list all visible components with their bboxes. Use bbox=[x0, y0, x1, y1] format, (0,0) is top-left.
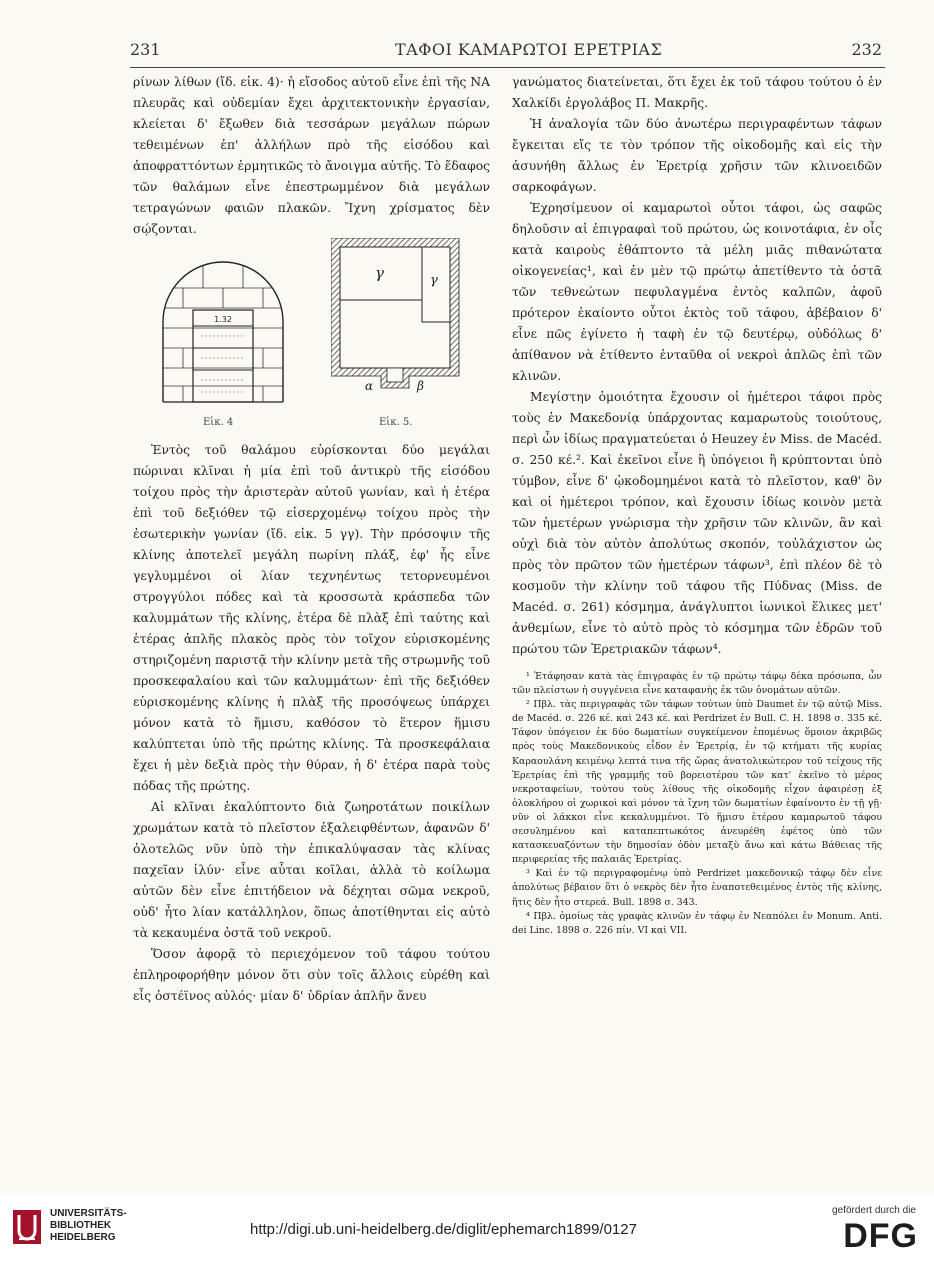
figure-5-label-couch-1: γ bbox=[375, 264, 384, 282]
figure-5-label-a: α bbox=[365, 379, 374, 393]
right-paragraph-1: γανώματος διατείνεται, ὅτι ἔχει ἐκ τοῦ τάφου τούτου ὁ ἐν Χαλκίδι ἐργολάβος Π. Μακρῆς. bbox=[512, 75, 882, 110]
page-number-left: 231 bbox=[130, 40, 161, 59]
figure-4-tomb-elevation bbox=[143, 252, 303, 407]
figure-4-caption: Εἰκ. 4 bbox=[203, 417, 234, 428]
figure-4-dimension-label: 1.32 bbox=[214, 315, 232, 324]
running-title: ΤΑΦΟΙ ΚΑΜΑΡΩΤΟΙ ΕΡΕΤΡΙΑΣ bbox=[395, 40, 663, 59]
left-paragraph-2: Ἐντὸς τοῦ θαλάμου εὑρίσκονται δύο μεγάλαι πώριναι κλῖναι ἡ μία ἐπὶ τοῦ ἀντικρὺ τῆς εἰσόδου τοίχου πρὸς τὴν ἀριστερὰν αὐτοῦ γωνίαν, καὶ ἡ ἑτέρα ἐπὶ τοῦ δεξιόθεν τῷ εἰσερχομένῳ τοίχου πρὸς τὴν ἐσωτερικὴν γωνίαν (ἴδ. εἰκ. 5 γγ). Τὴν πρόσοψιν τῆς κλίνης ἀποτελεῖ μεγάλη πωρίνη πλάξ, ἐφ' ἧς εἶνε γεγλυμμένοι οἱ λίαν τεχνηέντως τετορνευμένοι στρογγύλοι πόδες καὶ τὰ κροσσωτὰ κράσπεδα τῶν καλυμμάτων τῆς κλίνης, ἑτέρα δὲ πλὰξ ἐπὶ ταύτης καὶ ἑτέρας ἁπλῆς πλακὸς πρὸς τὸν τοῖχον εὑρισκομένης στηριζομένη παριστᾷ τὴν κλίνην μετὰ τῆς στρωμνῆς τοῦ προσκεφαλαίου καὶ τῶν καλυμμάτων· ἐπὶ τῆς δεξιόθεν εὑρισκομένης κλίνης ἡ πλὰξ τῆς προσόψεως ὑπάρχει μόνον κατὰ τὸ ἥμισυ, καθόσον τὸ ἕτερον ἥμισυ καλύπτεται ὑπὸ τῆς πρώτης κλίνης. Τὰ προσκεφάλαια ἔχει ἡ μὲν δεξιὰ πρὸς τὴν θύραν, ἡ δ' ἑτέρα παρὰ τοὺς πόδας τῆς πρώτης. bbox=[133, 443, 490, 793]
footer-bar bbox=[0, 1193, 934, 1263]
library-name: UNIVERSITÄTS- BIBLIOTHEK HEIDELBERG bbox=[50, 1208, 127, 1243]
right-column bbox=[512, 72, 882, 938]
figure-5-caption: Εἰκ. 5. bbox=[379, 417, 413, 428]
right-paragraph-4: Μεγίστην ὁμοιότητα ἔχουσιν οἱ ἡμέτεροι τάφοι πρὸς τοὺς ἐν Μακεδονίᾳ ὑπάρχοντας καμαρωτοὺς τοιούτους, περὶ ὧν ἰδίως πραγματεύεται ὁ Heuzey ἐν Miss. de Macéd. σ. 250 κέ.². Καὶ ἐκεῖνοι εἶνε ἢ ὑπόγειοι ἢ κρύπτονται ὑπὸ τύμβον, εἶνε δ' ᾠκοδομημένοι κατὰ τὸ πλεῖστον, καθ' ὃν καὶ οἱ ἡμέτεροι τρόπον, καὶ ἔχουσιν ἰδίως κοινὸν μετὰ τῶν ἡμετέρων γνώρισμα τὴν χρῆσιν τῶν κλινῶν, ἂν καὶ οὐχὶ διὰ τὸν αὐτὸν ἀπολύτως σκοπόν, τοὐλάχιστον ὡς πρὸς τὸν πρῶτον τῶν ἡμετέρων τάφων³, ἐπὶ πλέον δὲ τὸ κοσμοῦν τὴν κλίνην τοῦ τάφου τῆς Πύδνας (Miss. de Macéd. σ. 261) κόσμημα, ἀνάγλυπτοι ἰωνικοὶ ἕλικες μετ' ἀνθεμίων, εἶνε τὸ αὐτὸ πρὸς τὸ κόσμημα τῶν ἑδρῶν τοῦ πρώτου τῶν Ἐρετριακῶν τάφων⁴. bbox=[512, 390, 882, 656]
left-column bbox=[133, 72, 490, 1007]
university-logo-icon bbox=[12, 1209, 42, 1245]
figures-block bbox=[133, 252, 490, 430]
footnotes bbox=[512, 670, 882, 938]
footnote-1: ¹ Ἐτάφησαν κατὰ τὰς ἐπιγραφὰς ἐν τῷ πρώτῳ τάφῳ δέκα πρόσωπα, ὧν τῶν πλείστων ἡ συγγένεια εἶνε καταφανὴς ἐκ τῶν ὀνομάτων αὐτῶν. bbox=[512, 671, 882, 697]
figure-5-label-b: β bbox=[417, 379, 424, 393]
footnote-3: ³ Καὶ ἐν τῷ περιγραφομένῳ ὑπὸ Perdrizet μακεδονικῷ τάφῳ δὲν εἶνε ἀπολύτως βέβαιον ὅτι ὁ νεκρὸς δὲν ἦτο ἐναποτεθειμένος ἐντὸς τῆς κλίνης, ἥτις δὲν ἦτο στερεά. Bull. 1898 σ. 343. bbox=[512, 868, 882, 908]
footnote-2: ² Πβλ. τὰς περιγραφὰς τῶν τάφων τούτων ὑπὸ Daumet ἐν τῷ αὐτῷ Miss. de Macéd. σ. 226 κέ. καὶ 243 κέ. καὶ Perdrizet ἐν Bull. C. H. 1898 σ. 335 κέ. Τάφον ὑπόγειον ἐκ δύο δωματίων συγκείμενον ἑπομένως ὅμοιον ἀκριβῶς πρὸς τοὺς Μακεδονικοὺς εἶδον ἐν Ἐρετρίᾳ, ἐν τῷ κτήματι τῆς κυρίας Καραουλάνη κειμένῳ λεπτά τινα τῆς ὥρας ἀνατολικώτερον τοῦ τείχους τῆς Ἐρετρίας ἐπὶ τῆς γραμμῆς τοῦ βορειοτέρου τῶν κατ' ἐκεῖνο τὸ μέρος νεκροταφείων, τούτου τοὺς λίθους τῆς οἰκοδομῆς εἶχον ἀφαιρέσῃ ἐξ ὁλοκλήρου οἱ χωρικοὶ καὶ μόνον τὰ ἴχνη τῶν δωματίων ἐφαίνοντο ἐν τῇ γῇ· νῦν οἱ λάκκοι εἶνε κεκαλυμμένοι. Τὸ ἥμισυ ἑτέρου καμαρωτοῦ τάφου σεσυλημένου καὶ καταπεπτωκότος ἀνευρέθη ἐφέτος ὑπὸ τῶν κατασκευαζόντων τὴν δημοσίαν ὁδὸν μεταξὺ ἄνω καὶ κάτω Βάθειας τῆς περιφερείας τῆς παλαιᾶς Ἐρετρίας. bbox=[512, 699, 882, 866]
sponsor-note: gefördert durch die bbox=[832, 1205, 916, 1216]
right-paragraph-3: Ἐχρησίμευον οἱ καμαρωτοὶ οὗτοι τάφοι, ὡς σαφῶς δηλοῦσιν αἱ ἐπιγραφαὶ τοῦ πρώτου, ὡς κοινοτάφια, ἐν οἷς κατὰ καιροὺς ἐθάπτοντο τὰ μέλη μιᾶς πιθανώτατα οἰκογενείας¹, καὶ ἐν μὲν τῷ πρώτῳ ἀπετίθεντο τὰ ὀστᾶ τῶν τεθνεώτων πεφυλαγμένα ἐντὸς καλπῶν, ἀφοῦ πρότερον ἐκαίοντο οὗτοι ἐκτὸς τοῦ τάφου, ἀβέβαιον δ' εἶνε πῶς ἐγίνετο ἡ ταφὴ ἐν τῷ δευτέρῳ, οὐδόλως δ' ἀπίθανον νὰ ἐτίθεντο ἐνταῦθα οἱ νεκροὶ ἁπλῶς ἐπὶ τῶν κλινῶν. bbox=[512, 201, 882, 383]
right-paragraph-2: Ἡ ἀναλογία τῶν δύο ἀνωτέρω περιγραφέντων τάφων ἔγκειται εἴς τε τὸν τρόπον τῆς οἰκοδομῆς καὶ εἰς τὴν ἀσυνήθη ἄλλως ἐν Ἐρετρίᾳ χρῆσιν τῶν κλινοειδῶν σαρκοφάγων. bbox=[512, 117, 882, 194]
figure-5-label-couch-2: γ bbox=[430, 273, 438, 288]
header-rule bbox=[130, 67, 885, 68]
source-url-link[interactable]: http://digi.ub.uni-heidelberg.de/diglit/ephemarch1899/0127 bbox=[250, 1221, 637, 1238]
left-paragraph-1: ρίνων λίθων (ἴδ. εἰκ. 4)· ἡ εἴσοδος αὐτοῦ εἶνε ἐπὶ τῆς ΝΑ πλευρᾶς καὶ οὐδεμίαν ἔχει ἀρχιτεκτονικὴν ἐργασίαν, κλείεται δ' ἔξωθεν διὰ τεσσάρων μεγάλων πώρων τεθειμένων ἐπ' ἀλλήλων πρὸ τῆς εἰσόδου καὶ ἀποφραττόντων ἑρμητικῶς τὸ ἄνοιγμα αὐτῆς. Τὸ ἔδαφος τῶν θαλάμων εἶνε ἐπεστρωμμένον διὰ μεγάλων τετραγώνων φαιῶν πλακῶν. Ἴχνη χρίσματος δὲν σῴζονται. bbox=[133, 75, 490, 236]
page-number-right: 232 bbox=[851, 40, 882, 59]
dfg-logo: DFG bbox=[843, 1217, 918, 1255]
footnote-4: ⁴ Πβλ. ὁμοίως τὰς γραφὰς κλινῶν ἐν τάφῳ ἐν Νεαπόλει ἐν Monum. Anti. dei Linc. 1898 σ. 226 πίν. VI καὶ VII. bbox=[512, 910, 882, 936]
left-paragraph-4: Ὅσον ἀφορᾷ τὸ περιεχόμενον τοῦ τάφου τούτου ἐπληροφορήθην μόνον ὅτι σὺν τοῖς ἄλλοις εὑρέθη καὶ εἷς ὀστέϊνος αὐλός· μίαν δ' ὑδρίαν ἁπλῆν ἄνευ bbox=[133, 947, 490, 1003]
figure-5-tomb-plan bbox=[331, 238, 461, 403]
left-paragraph-3: Αἱ κλῖναι ἐκαλύπτοντο διὰ ζωηροτάτων ποικίλων χρωμάτων κατὰ τὸ πλεῖστον ἐξαλειφθέντων, ἀφανῶν δ' ὁλοτελῶς νῦν ὑπὸ τὴν ἐπικαλύψασαν τὰς κλίνας παχεῖαν ἰλύν· εἶνε αὗται κοῖλαι, ἀλλὰ τὸ κοίλωμα αὐτῶν δὲν εἶνε ἐπιτήδειον νὰ δέχηται σῶμα νεκροῦ, οὐδ' ἦτο λίαν κατάλληλον, ὅπως ἀποτίθηνται εἰς αὐτὸ τὰ κεκαυμένα ὀστᾶ τοῦ νεκροῦ. bbox=[133, 800, 490, 940]
